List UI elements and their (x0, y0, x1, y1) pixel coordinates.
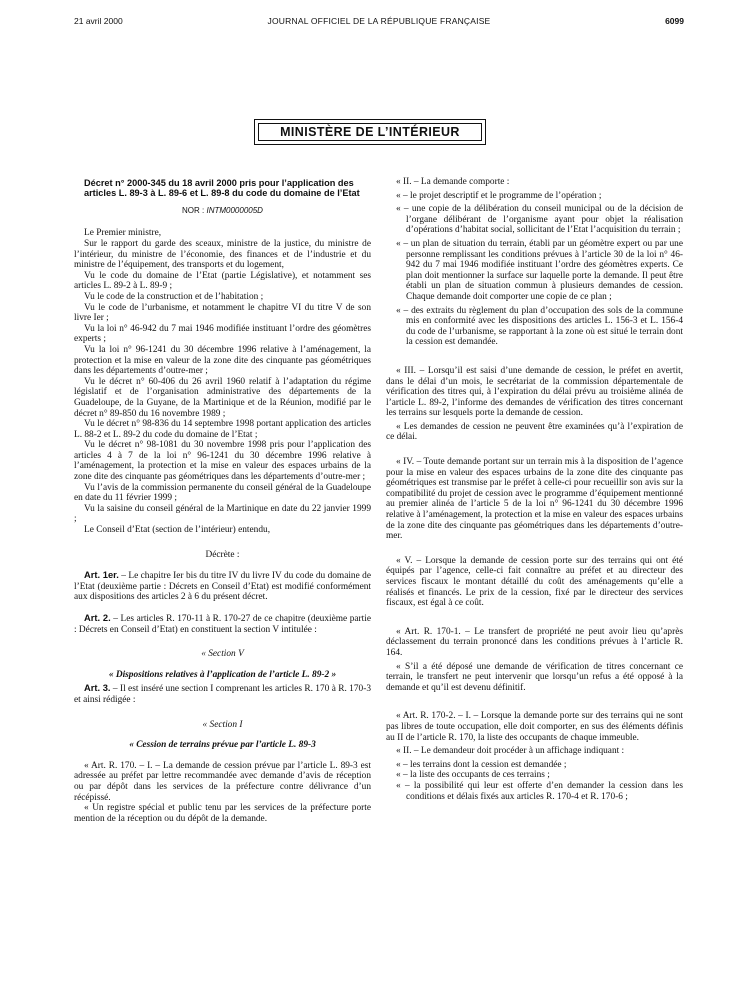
nor-label: NOR : (182, 205, 205, 215)
paragraph: « III. – Lorsqu’il est saisi d’une demande de cession, le préfet en avertit, dans le délai d’un mois, le secrétariat de la commission départementale de vérification des titres qui, à l’expiration du délai prévu au troisième alinéa de l’article L. 89-2, l’informe des demandes de vérification des titres concernant les terrains sur lesquels porte la demande de cession. (386, 365, 683, 419)
paragraph: Vu le code de la construction et de l’habitation ; (84, 291, 264, 302)
ministry-box (254, 119, 486, 145)
paragraph: « V. – Lorsque la demande de cession porte sur des terrains qui ont été équipés par l’agence, celle-ci fait connaître au préfet et au directeur des services fiscaux le montant détaillé du coût des aménagements qu’elle a réalisés et financés. Le prix de la cession, fixé par le directeur des services fiscaux, est égal à ce coût. (386, 555, 683, 609)
article-label: Art. 2. (84, 613, 111, 623)
paragraph: « Art. R. 170-1. – Le transfert de propriété ne peut avoir lieu qu’après déclassement du terrain prononcé dans les conditions prévues à l’article R. 164. (386, 626, 683, 658)
paragraph: Vu la saisine du conseil général de la Martinique en date du 22 janvier 1999 ; (74, 503, 371, 525)
list-item: « – un plan de situation du terrain, établi par un géomètre expert ou par une personne remplissant les conditions prévues à l’article 30 de la loi n° 46-942 du 7 mai 1946 modifiée instituant l’ordre des géomètres experts. Ce plan doit mentionner la surface sur laquelle porte la demande. Il peut être établi un plan de situation commun à plusieurs demandes de cession. Chaque demande doit comporter une copie de ce plan ; (396, 238, 683, 302)
paragraph: « II. – La demande comporte : (396, 177, 510, 187)
list-item: « – le projet descriptif et le programme de l’opération ; (396, 190, 602, 201)
page-header (74, 16, 684, 28)
paragraph: Vu le décret n° 60-406 du 26 avril 1960 relatif à l’adaptation du régime législatif et de l’organisation administrative des départements de la Guadeloupe, de la Guyane, de la Martinique et de la Réunion, modifié par le décret n° 89-850 du 16 novembre 1989 ; (74, 376, 371, 419)
paragraph: Vu le code du domaine de l’Etat (partie Législative), et notamment ses articles L. 89-2 à L. 89-9 ; (74, 270, 371, 292)
article-label: Art. 3. (84, 683, 111, 694)
list-item: « – la possibilité qui leur est offerte d’en demander la cession dans les conditions et délais fixés aux articles R. 170-4 et R. 170-6 ; (396, 780, 683, 802)
paragraph: Vu l’avis de la commission permanente du conseil général de la Guadeloupe en date du 11 février 1999 ; (74, 482, 371, 504)
article-text: – Les articles R. 170-11 à R. 170-27 de ce chapitre (deuxième partie : Décrets en Conseil d’Etat) en constituent la section V intitulée : (74, 614, 371, 635)
header-date: 21 avril 2000 (74, 16, 123, 26)
nor-line (74, 206, 371, 217)
list-item: « – une copie de la délibération du conseil municipal ou de la décision de l’organe délibérant de l’organisme ayant pour objet la réalisation d’opérations d’habitat social, sollicitant de l’Etat l’acquisition du terrain ; (396, 204, 683, 236)
paragraph: « II. – Le demandeur doit procéder à un affichage indiquant : (396, 746, 625, 757)
left-column (74, 178, 371, 824)
paragraph: Vu le décret n° 98-1081 du 30 novembre 1998 pris pour l’application des articles 4 à 7 de la loi n° 96-1241 du 30 décembre 1996 relative à l’aménagement, la protection et la mise en valeur des espaces urbains de la zone dite des cinquante pas géométriques dans les départements d’outre-mer ; (74, 440, 371, 483)
right-column (386, 177, 683, 802)
article-2 (74, 613, 371, 635)
list-item: « – les terrains dont la cession est demandée ; (396, 759, 567, 770)
paragraph: « Art. R. 170-2. – I. – Lorsque la demande porte sur des terrains qui ne sont pas libres de toute occupation, elle doit comporter, en sus des éléments définis au II de l’article R. 170, la liste des occupants de chaque immeuble. (386, 711, 683, 743)
paragraph: « Art. R. 170. – I. – La demande de cession prévue par l’article L. 89-3 est adressée au préfet par lettre recommandée avec demande d’avis de réception ou par dépôt dans les services de la préfecture contre délivrance d’un récépissé. (74, 760, 371, 803)
paragraph: Vu le décret n° 98-836 du 14 septembre 1998 portant application des articles L. 88-2 et L. 89-2 du code du domaine de l’Etat ; (74, 419, 371, 440)
section-heading: « Section V (201, 649, 244, 660)
list-item: « – la liste des occupants de ces terrains ; (396, 770, 550, 781)
header-journal-title: JOURNAL OFFICIEL DE LA RÉPUBLIQUE FRANÇAISE (267, 16, 491, 26)
paragraph: Le Premier ministre, (84, 228, 162, 239)
decree-title: Décret n° 2000-345 du 18 avril 2000 pris pour l’application des articles L. 89-3 à L. 89-6 et L. 89-8 du code du domaine de l’Etat (84, 178, 360, 199)
paragraph: Sur le rapport du garde des sceaux, ministre de la justice, du ministre de l’intérieur, du ministre de l’économie, des finances et de l’industrie et du ministre de l’équipement, des transports et du logement, (74, 239, 371, 271)
header-page-number: 6099 (665, 16, 684, 26)
decrete-heading: Décrète : (205, 549, 240, 560)
paragraph: Vu la loi n° 96-1241 du 30 décembre 1996 relative à l’aménagement, la protection et la mise en valeur de la zone dite des cinquante pas géométriques dans les départements d’outre-mer ; (74, 344, 371, 377)
paragraph: « S’il a été déposé une demande de vérification de titres concernant ce terrain, le transfert ne peut intervenir que lorsqu’un refus a été opposé à la demande et qu’il est devenu définitif. (386, 661, 683, 693)
article-text: – Il est inséré une section I comprenant les articles R. 170 à R. 170-3 et ainsi rédigée : (74, 684, 371, 705)
article-label: Art. 1er. (84, 570, 119, 581)
list-item: « – des extraits du règlement du plan d’occupation des sols de la commune mis en conformité avec les dispositions des articles L. 156-3 et L. 156-4 du code de l’urbanisme, se rapportant à la zone où est situé le terrain dont la cession est demandée. (396, 305, 683, 348)
paragraph: Vu la loi n° 46-942 du 7 mai 1946 modifiée instituant l’ordre des géomètres experts ; (74, 323, 371, 345)
nor-code: INTM0000005D (206, 205, 263, 215)
article-1 (74, 570, 371, 603)
article-text: – Le chapitre Ier bis du titre IV du livre IV du code du domaine de l’Etat (deuxième partie : Décrets en Conseil d’Etat) est modifié conformément aux dispositions des articles 2 à 6 du présent décret. (74, 571, 371, 603)
section-heading: « Section I (202, 719, 243, 730)
paragraph: « Les demandes de cession ne peuvent être examinées qu’à l’expiration de ce délai. (386, 421, 683, 443)
section-title: « Dispositions relatives à l’application de l’article L. 89-2 » (108, 669, 337, 680)
ministry-title: MINISTÈRE DE L’INTÉRIEUR (280, 125, 460, 139)
paragraph: Vu le code de l’urbanisme, et notamment le chapitre VI du titre V de son livre Ier ; (74, 302, 371, 324)
paragraph: « IV. – Toute demande portant sur un terrain mis à la disposition de l’agence pour la mise en valeur des espaces urbains de la zone dite des cinquante pas géométriques est transmise par le préfet à celle-ci pour recueillir son avis sur la compatibilité du projet de cession avec le programme d’équipement mentionné au premier alinéa de l’article 5 de la loi n° 96-1241 du 30 décembre 1996 relative à l’aménagement, la protection et la mise en valeur des espaces urbains de la zone dite des cinquante pas géométriques dans les départements d’outre-mer. (386, 457, 683, 542)
section-title: « Cession de terrains prévue par l’article L. 89-3 (129, 740, 316, 751)
paragraph: « Un registre spécial et public tenu par les services de la préfecture porte mention de la réception ou du dépôt de la demande. (74, 803, 371, 824)
article-3 (74, 683, 371, 705)
paragraph: Le Conseil d’Etat (section de l’intérieur) entendu, (84, 525, 271, 536)
